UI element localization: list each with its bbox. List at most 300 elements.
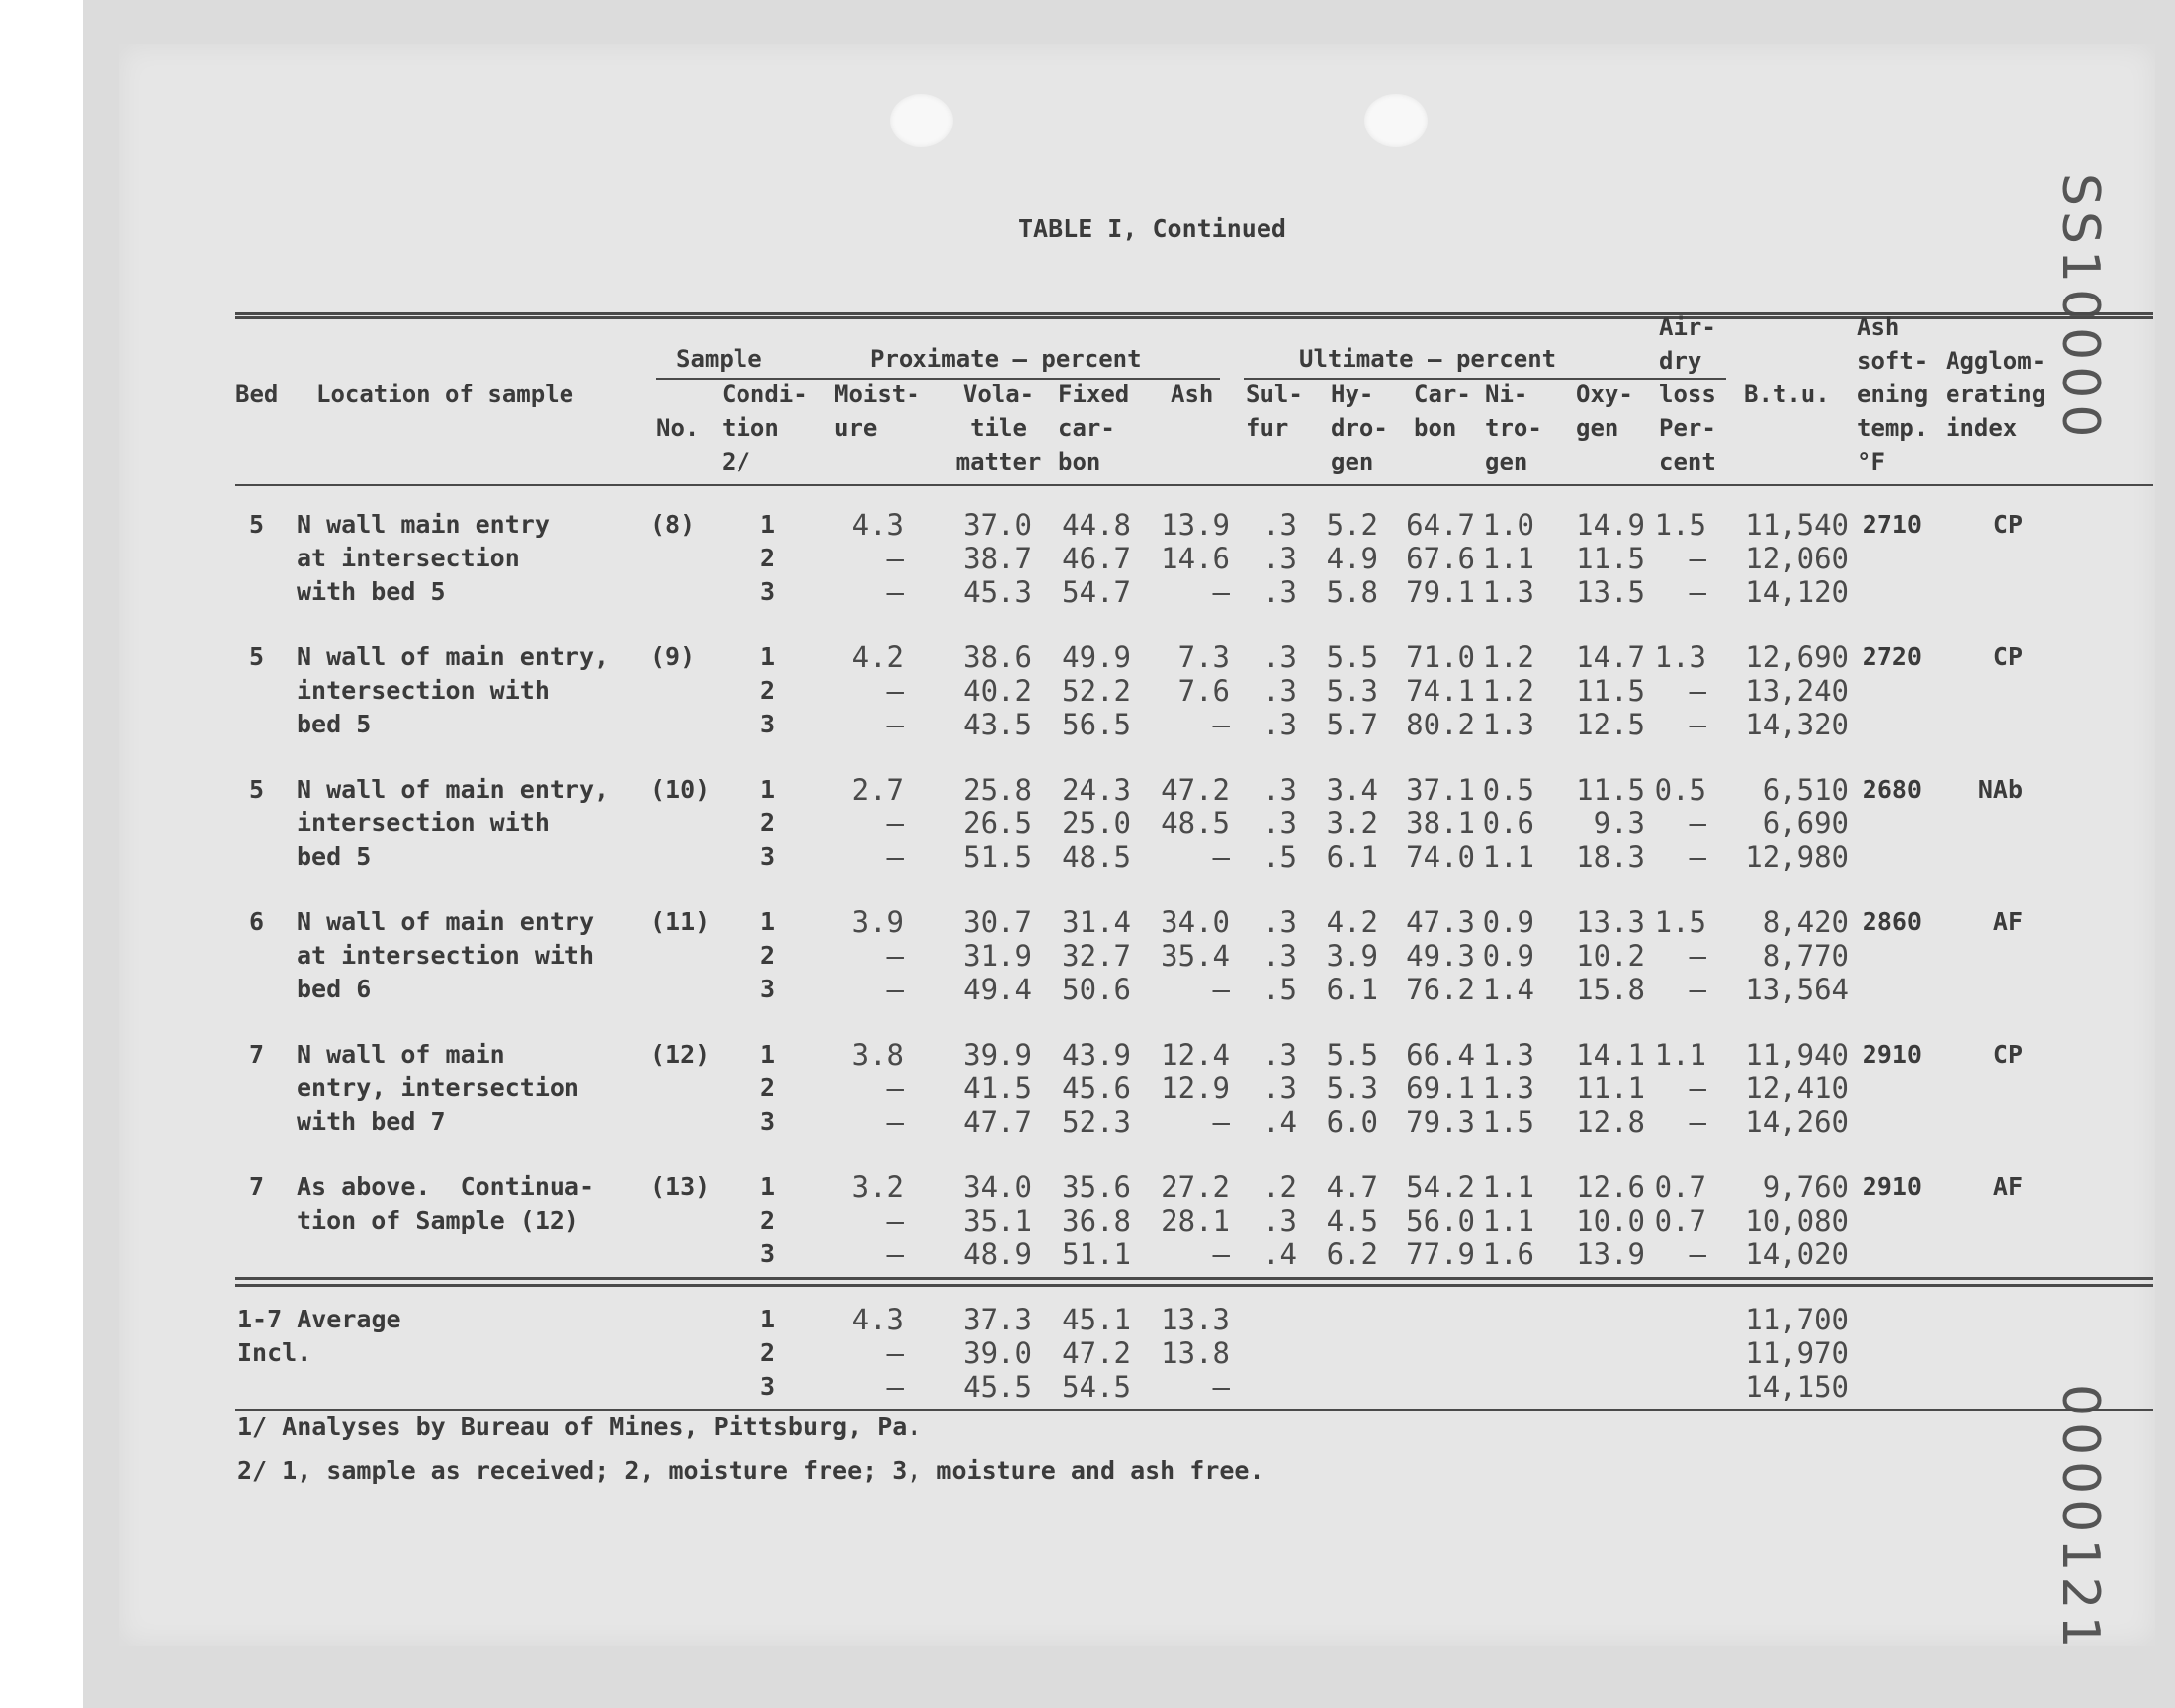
cell-cond: 2 (759, 941, 775, 970)
cell-cond: 3 (759, 577, 775, 606)
cell-adl: — (1689, 1238, 1706, 1271)
sample-number: (9) (651, 642, 696, 671)
cell-vol: 45.3 (963, 575, 1032, 609)
header-agglomerating: Agglom- (1946, 347, 2046, 375)
cell-ash: — (1212, 973, 1230, 1006)
cell-oxy: 13.3 (1576, 905, 1645, 939)
header-volatile-matter: matter (955, 448, 1042, 475)
cell-ash: — (1212, 840, 1230, 874)
cell-sul: .3 (1262, 939, 1297, 973)
cell-hyd: 5.2 (1326, 508, 1378, 542)
cell-sul: .3 (1262, 773, 1297, 807)
cell-hyd: 3.9 (1326, 939, 1378, 973)
cell-moist: — (886, 840, 904, 874)
cell-nit: 1.1 (1482, 840, 1534, 874)
cell-vol: 47.7 (963, 1105, 1032, 1139)
cell-hyd: 6.2 (1326, 1238, 1378, 1271)
sample-location: intersection with (297, 809, 550, 837)
cell-fixed: 54.7 (1062, 575, 1131, 609)
header-carbon: bon (1414, 414, 1457, 442)
cell-nit: 1.6 (1482, 1238, 1534, 1271)
cell-soft: 2860 (1862, 907, 1922, 936)
cell-adl: — (1689, 939, 1706, 973)
cell-fixed: 52.2 (1062, 674, 1131, 708)
punch-hole (1364, 94, 1428, 147)
cell-cond: 2 (759, 544, 775, 572)
cell-adl: — (1689, 708, 1706, 741)
cell-cond: 1 (759, 510, 775, 539)
cell-carb: 79.3 (1406, 1105, 1475, 1139)
cell-moist: — (886, 973, 904, 1006)
page-stamp-bottom: 0000121 (2050, 1384, 2110, 1655)
cell-vol: 40.2 (963, 674, 1032, 708)
cell-carb: 71.0 (1406, 640, 1475, 674)
header-ash-softening: Ash (1857, 313, 1900, 341)
cell-nit: 1.2 (1482, 674, 1534, 708)
cell-adl: 1.1 (1654, 1038, 1706, 1071)
cell-carb: 76.2 (1406, 973, 1475, 1006)
sample-number: (13) (651, 1172, 711, 1201)
cell-hyd: 5.5 (1326, 640, 1378, 674)
sample-number: (8) (651, 510, 696, 539)
average-label: 1-7 Average (237, 1305, 401, 1333)
cell-hyd: 5.5 (1326, 1038, 1378, 1071)
cell-ash: 12.4 (1161, 1038, 1230, 1071)
cell-adl: — (1689, 807, 1706, 840)
cell-sul: .3 (1262, 640, 1297, 674)
cell-oxy: 14.1 (1576, 1038, 1645, 1071)
average-cell-btu: 11,970 (1745, 1336, 1849, 1370)
cell-ash: 48.5 (1161, 807, 1230, 840)
cell-oxy: 18.3 (1576, 840, 1645, 874)
scan-margin (0, 0, 83, 1708)
punch-hole (890, 94, 953, 147)
bed-number: 5 (249, 775, 265, 804)
cell-ash: 7.3 (1177, 640, 1230, 674)
header-sample-group: Sample (676, 345, 762, 373)
cell-nit: 0.5 (1482, 773, 1534, 807)
cell-cond: 3 (759, 842, 775, 871)
cell-adl: — (1689, 674, 1706, 708)
cell-vol: 26.5 (963, 807, 1032, 840)
cell-vol: 30.7 (963, 905, 1032, 939)
cell-sul: .4 (1262, 1105, 1297, 1139)
cell-moist: 4.3 (851, 508, 904, 542)
cell-btu: 13,564 (1745, 973, 1849, 1006)
cell-nit: 1.3 (1482, 1038, 1534, 1071)
cell-fixed: 25.0 (1062, 807, 1131, 840)
cell-btu: 14,320 (1745, 708, 1849, 741)
cell-moist: 2.7 (851, 773, 904, 807)
cell-fixed: 32.7 (1062, 939, 1131, 973)
cell-hyd: 4.7 (1326, 1170, 1378, 1204)
sample-location: N wall of main entry, (297, 642, 610, 671)
cell-vol: 31.9 (963, 939, 1032, 973)
cell-agg: CP (1992, 1040, 2023, 1068)
cell-nit: 1.2 (1482, 640, 1534, 674)
cell-btu: 12,690 (1745, 640, 1849, 674)
header-agglomerating: index (1946, 414, 2018, 442)
cell-hyd: 5.3 (1326, 674, 1378, 708)
cell-ash: 28.1 (1161, 1204, 1230, 1238)
footnote-2: 2/ 1, sample as received; 2, moisture free; 3, moisture and ash free. (237, 1456, 1264, 1485)
cell-hyd: 5.3 (1326, 1071, 1378, 1105)
header-agglomerating: erating (1946, 381, 2046, 408)
sample-location: at intersection (297, 544, 520, 572)
bed-number: 6 (249, 907, 265, 936)
cell-vol: 35.1 (963, 1204, 1032, 1238)
cell-moist: — (886, 1071, 904, 1105)
cell-moist: — (886, 575, 904, 609)
cell-cond: 3 (759, 710, 775, 738)
cell-adl: — (1689, 973, 1706, 1006)
cell-moist: — (886, 939, 904, 973)
cell-adl: — (1689, 542, 1706, 575)
header-volatile-matter: tile (970, 414, 1027, 442)
cell-fixed: 24.3 (1062, 773, 1131, 807)
header-btu: B.t.u. (1744, 381, 1830, 408)
cell-cond: 2 (759, 676, 775, 705)
cell-fixed: 51.1 (1062, 1238, 1131, 1271)
header-air-dry-loss: cent (1659, 448, 1716, 475)
cell-adl: 0.7 (1654, 1204, 1706, 1238)
bed-number: 7 (249, 1040, 265, 1068)
header-air-dry-loss: loss (1659, 381, 1716, 408)
cell-hyd: 6.1 (1326, 973, 1378, 1006)
sample-location: As above. Continua- (297, 1172, 595, 1201)
cell-carb: 66.4 (1406, 1038, 1475, 1071)
average-cell-moist: 4.3 (851, 1303, 904, 1336)
cell-nit: 1.3 (1482, 575, 1534, 609)
cell-nit: 0.9 (1482, 905, 1534, 939)
sample-location: tion of Sample (12) (297, 1206, 579, 1235)
bed-number: 7 (249, 1172, 265, 1201)
cell-btu: 10,080 (1745, 1204, 1849, 1238)
average-cell-vol: 37.3 (963, 1303, 1032, 1336)
cell-oxy: 12.6 (1576, 1170, 1645, 1204)
sample-location: N wall of main (297, 1040, 505, 1068)
cell-fixed: 49.9 (1062, 640, 1131, 674)
cell-moist: — (886, 542, 904, 575)
cell-carb: 69.1 (1406, 1071, 1475, 1105)
cell-oxy: 11.1 (1576, 1071, 1645, 1105)
sample-location: N wall main entry (297, 510, 550, 539)
cell-sul: .3 (1262, 708, 1297, 741)
cell-agg: AF (1992, 907, 2023, 936)
cell-oxy: 13.5 (1576, 575, 1645, 609)
cell-sul: .4 (1262, 1238, 1297, 1271)
sample-location: with bed 7 (297, 1107, 446, 1136)
header-fixed-carbon: Fixed (1058, 381, 1130, 408)
cell-fixed: 50.6 (1062, 973, 1131, 1006)
header-oxygen: gen (1576, 414, 1619, 442)
sample-location: at intersection with (297, 941, 595, 970)
cell-carb: 67.6 (1406, 542, 1475, 575)
cell-btu: 12,410 (1745, 1071, 1849, 1105)
cell-carb: 80.2 (1406, 708, 1475, 741)
cell-fixed: 56.5 (1062, 708, 1131, 741)
header-ash-softening: temp. (1857, 414, 1929, 442)
cell-ash: 7.6 (1177, 674, 1230, 708)
cell-vol: 38.6 (963, 640, 1032, 674)
cell-carb: 74.1 (1406, 674, 1475, 708)
sample-location: bed 6 (297, 975, 372, 1003)
header-sulfur: Sul- (1246, 381, 1303, 408)
cell-btu: 13,240 (1745, 674, 1849, 708)
header-hydrogen: dro- (1331, 414, 1388, 442)
header-condition: tion (722, 414, 779, 442)
cell-moist: 3.8 (851, 1038, 904, 1071)
cell-carb: 47.3 (1406, 905, 1475, 939)
cell-fixed: 46.7 (1062, 542, 1131, 575)
cell-vol: 39.9 (963, 1038, 1032, 1071)
header-fixed-carbon: car- (1058, 414, 1115, 442)
cell-sul: .3 (1262, 1038, 1297, 1071)
cell-btu: 12,060 (1745, 542, 1849, 575)
cell-carb: 49.3 (1406, 939, 1475, 973)
average-cell-ash: — (1212, 1370, 1230, 1404)
cell-hyd: 3.2 (1326, 807, 1378, 840)
header-air-dry-loss: Air- (1659, 313, 1716, 341)
cell-oxy: 11.5 (1576, 773, 1645, 807)
average-top-rule-2 (235, 1284, 2153, 1287)
cell-vol: 48.9 (963, 1238, 1032, 1271)
cell-ash: — (1212, 1105, 1230, 1139)
cell-soft: 2680 (1862, 775, 1922, 804)
cell-ash: 12.9 (1161, 1071, 1230, 1105)
cell-hyd: 4.2 (1326, 905, 1378, 939)
cell-sul: .3 (1262, 508, 1297, 542)
cell-ash: 47.2 (1161, 773, 1230, 807)
cell-nit: 0.9 (1482, 939, 1534, 973)
cell-carb: 79.1 (1406, 575, 1475, 609)
average-cell-cond: 1 (759, 1305, 775, 1333)
cell-btu: 11,540 (1745, 508, 1849, 542)
cell-adl: 1.5 (1654, 905, 1706, 939)
cell-btu: 8,770 (1762, 939, 1849, 973)
cell-adl: 0.7 (1654, 1170, 1706, 1204)
cell-cond: 3 (759, 975, 775, 1003)
cell-btu: 11,940 (1745, 1038, 1849, 1071)
table-title: TABLE I, Continued (1018, 214, 1286, 243)
sample-location: bed 5 (297, 710, 372, 738)
cell-ash: — (1212, 575, 1230, 609)
cell-nit: 0.6 (1482, 807, 1534, 840)
cell-adl: 1.5 (1654, 508, 1706, 542)
average-cell-moist: — (886, 1370, 904, 1404)
header-nitrogen: Ni- (1485, 381, 1528, 408)
cell-vol: 25.8 (963, 773, 1032, 807)
cell-sul: .3 (1262, 1071, 1297, 1105)
cell-cond: 3 (759, 1107, 775, 1136)
cell-adl: — (1689, 840, 1706, 874)
cell-sul: .2 (1262, 1170, 1297, 1204)
cell-sul: .5 (1262, 973, 1297, 1006)
cell-vol: 37.0 (963, 508, 1032, 542)
cell-cond: 1 (759, 642, 775, 671)
cell-ash: 14.6 (1161, 542, 1230, 575)
cell-moist: 3.2 (851, 1170, 904, 1204)
average-cell-fixed: 47.2 (1062, 1336, 1131, 1370)
cell-btu: 8,420 (1762, 905, 1849, 939)
cell-carb: 54.2 (1406, 1170, 1475, 1204)
header-condition: 2/ (722, 448, 750, 475)
cell-agg: CP (1992, 642, 2023, 671)
cell-sul: .3 (1262, 674, 1297, 708)
average-cell-fixed: 54.5 (1062, 1370, 1131, 1404)
cell-carb: 37.1 (1406, 773, 1475, 807)
footnote-1: 1/ Analyses by Bureau of Mines, Pittsburg, Pa. (237, 1412, 922, 1441)
cell-btu: 9,760 (1762, 1170, 1849, 1204)
cell-oxy: 14.9 (1576, 508, 1645, 542)
sample-location: with bed 5 (297, 577, 446, 606)
cell-nit: 1.5 (1482, 1105, 1534, 1139)
cell-moist: — (886, 1204, 904, 1238)
average-cell-vol: 45.5 (963, 1370, 1032, 1404)
sample-location: N wall of main entry, (297, 775, 610, 804)
header-oxygen: Oxy- (1576, 381, 1633, 408)
cell-nit: 1.1 (1482, 1170, 1534, 1204)
cell-btu: 12,980 (1745, 840, 1849, 874)
cell-hyd: 4.9 (1326, 542, 1378, 575)
average-cell-ash: 13.3 (1161, 1303, 1230, 1336)
cell-vol: 41.5 (963, 1071, 1032, 1105)
cell-ash: — (1212, 708, 1230, 741)
header-moisture: Moist- (834, 381, 920, 408)
bed-number: 5 (249, 642, 265, 671)
cell-oxy: 11.5 (1576, 542, 1645, 575)
cell-sul: .3 (1262, 575, 1297, 609)
cell-vol: 49.4 (963, 973, 1032, 1006)
average-cell-btu: 11,700 (1745, 1303, 1849, 1336)
header-ash-softening: °F (1857, 448, 1885, 475)
bed-number: 5 (249, 510, 265, 539)
cell-carb: 64.7 (1406, 508, 1475, 542)
scanned-page (83, 0, 2175, 1708)
header-sulfur: fur (1246, 414, 1289, 442)
cell-oxy: 9.3 (1593, 807, 1645, 840)
cell-oxy: 14.7 (1576, 640, 1645, 674)
sample-location: intersection with (297, 676, 550, 705)
cell-btu: 6,510 (1762, 773, 1849, 807)
cell-carb: 56.0 (1406, 1204, 1475, 1238)
cell-fixed: 36.8 (1062, 1204, 1131, 1238)
average-top-rule (235, 1277, 2153, 1280)
average-cell-ash: 13.8 (1161, 1336, 1230, 1370)
sample-location: N wall of main entry (297, 907, 595, 936)
cell-nit: 1.1 (1482, 542, 1534, 575)
average-cell-moist: — (886, 1336, 904, 1370)
cell-moist: 4.2 (851, 640, 904, 674)
cell-sul: .5 (1262, 840, 1297, 874)
cell-ash: 34.0 (1161, 905, 1230, 939)
cell-sul: .3 (1262, 807, 1297, 840)
cell-adl: — (1689, 1071, 1706, 1105)
cell-btu: 14,020 (1745, 1238, 1849, 1271)
cell-carb: 74.0 (1406, 840, 1475, 874)
cell-oxy: 11.5 (1576, 674, 1645, 708)
cell-ash: 35.4 (1161, 939, 1230, 973)
header-air-dry-loss: dry (1659, 347, 1702, 375)
cell-fixed: 44.8 (1062, 508, 1131, 542)
cell-nit: 1.1 (1482, 1204, 1534, 1238)
cell-cond: 1 (759, 907, 775, 936)
cell-soft: 2710 (1862, 510, 1922, 539)
page-stamp-top: SS10000 (2050, 173, 2110, 444)
header-ash-softening: ening (1857, 381, 1929, 408)
cell-cond: 3 (759, 1239, 775, 1268)
header-sample-no: No. (656, 414, 700, 442)
cell-carb: 38.1 (1406, 807, 1475, 840)
cell-hyd: 3.4 (1326, 773, 1378, 807)
average-cell-cond: 2 (759, 1338, 775, 1367)
cell-sul: .3 (1262, 905, 1297, 939)
average-label: Incl. (237, 1338, 312, 1367)
average-cell-btu: 14,150 (1745, 1370, 1849, 1404)
cell-nit: 1.4 (1482, 973, 1534, 1006)
sample-number: (10) (651, 775, 711, 804)
cell-soft: 2910 (1862, 1172, 1922, 1201)
cell-adl: — (1689, 575, 1706, 609)
cell-oxy: 15.8 (1576, 973, 1645, 1006)
cell-carb: 77.9 (1406, 1238, 1475, 1271)
cell-nit: 1.3 (1482, 708, 1534, 741)
header-nitrogen: gen (1485, 448, 1528, 475)
cell-sul: .3 (1262, 1204, 1297, 1238)
header-hydrogen: gen (1331, 448, 1374, 475)
cell-agg: CP (1992, 510, 2023, 539)
document-sheet (119, 44, 2155, 1646)
cell-moist: — (886, 708, 904, 741)
cell-cond: 1 (759, 1040, 775, 1068)
cell-ash: — (1212, 1238, 1230, 1271)
header-volatile-matter: Vola- (962, 381, 1035, 408)
header-carbon: Car- (1414, 381, 1471, 408)
cell-hyd: 6.1 (1326, 840, 1378, 874)
cell-oxy: 13.9 (1576, 1238, 1645, 1271)
cell-moist: — (886, 807, 904, 840)
cell-adl: — (1689, 1105, 1706, 1139)
header-hydrogen: Hy- (1331, 381, 1374, 408)
cell-oxy: 12.5 (1576, 708, 1645, 741)
cell-vol: 38.7 (963, 542, 1032, 575)
average-cell-fixed: 45.1 (1062, 1303, 1131, 1336)
header-bed: Bed (235, 381, 279, 408)
cell-fixed: 43.9 (1062, 1038, 1131, 1071)
sample-location: bed 5 (297, 842, 372, 871)
cell-fixed: 45.6 (1062, 1071, 1131, 1105)
cell-cond: 1 (759, 775, 775, 804)
header-bottom-rule (235, 484, 2153, 486)
cell-hyd: 6.0 (1326, 1105, 1378, 1139)
average-cell-cond: 3 (759, 1372, 775, 1401)
cell-adl: 1.3 (1654, 640, 1706, 674)
cell-btu: 6,690 (1762, 807, 1849, 840)
header-location: Location of sample (316, 381, 574, 408)
header-condition: Condi- (722, 381, 808, 408)
cell-agg: AF (1992, 1172, 2023, 1201)
header-moisture: ure (834, 414, 878, 442)
sample-number: (12) (651, 1040, 711, 1068)
cell-vol: 43.5 (963, 708, 1032, 741)
cell-sul: .3 (1262, 542, 1297, 575)
header-proximate-group: Proximate — percent (870, 345, 1142, 373)
cell-fixed: 31.4 (1062, 905, 1131, 939)
header-nitrogen: tro- (1485, 414, 1542, 442)
cell-btu: 14,260 (1745, 1105, 1849, 1139)
cell-fixed: 35.6 (1062, 1170, 1131, 1204)
average-cell-vol: 39.0 (963, 1336, 1032, 1370)
